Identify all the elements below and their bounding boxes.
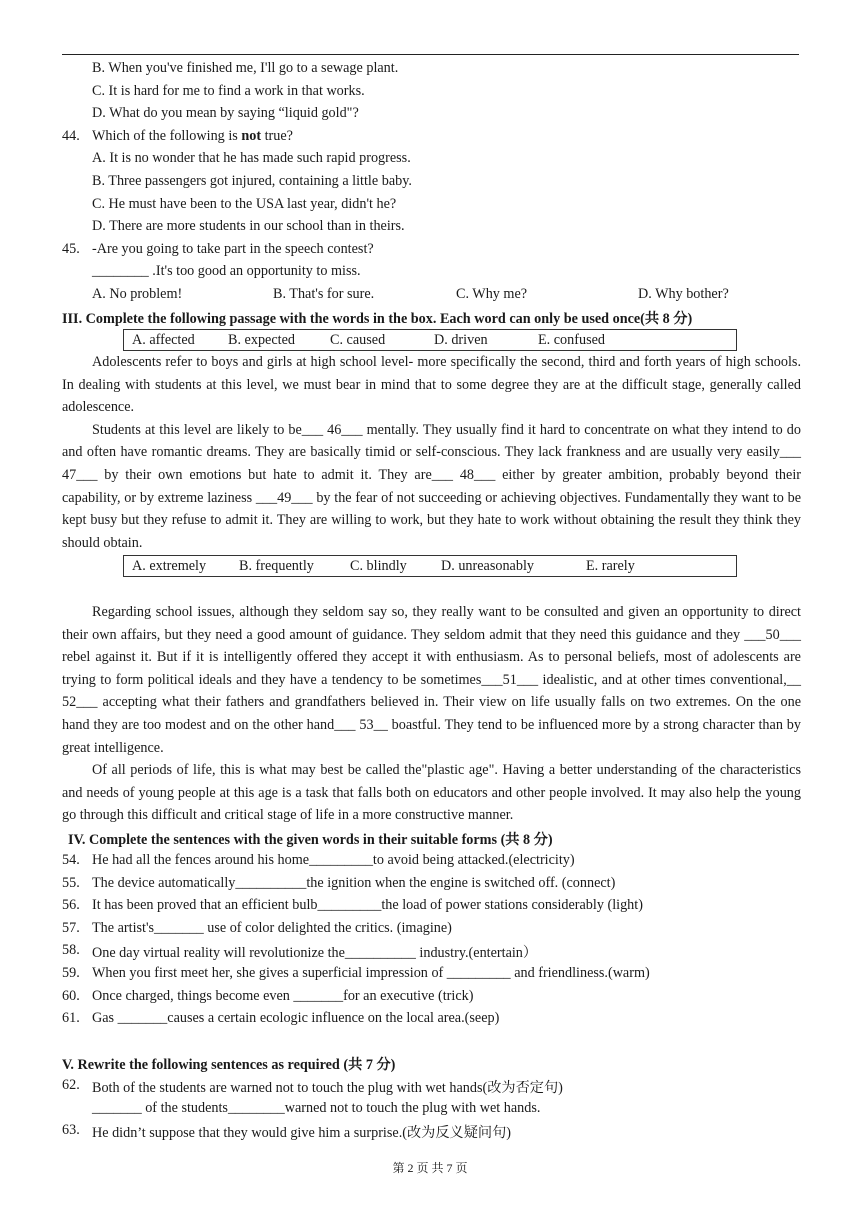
section4-item-text: It has been proved that an efficient bulb_________the load of power stations considerably (light) [92, 897, 643, 914]
section4-item-number: 59. [62, 965, 80, 981]
q44-option-c: C. He must have been to the USA last year, didn't he? [92, 196, 397, 212]
q45-line2: ________ .It's too good an opportunity to miss. [92, 263, 361, 279]
q63-number: 63. [62, 1122, 80, 1138]
word-box-1 [123, 329, 737, 351]
q62-text: Both of the students are warned not to touch the plug with wet hands(改为否定句) [92, 1080, 563, 1096]
section4-item-number: 54. [62, 852, 80, 868]
q44-option-a: A. It is no wonder that he has made such rapid progress. [92, 150, 411, 166]
q44-stem-b: true? [261, 128, 293, 144]
section4-item-text: Once charged, things become even _______for an executive (trick) [92, 987, 474, 1004]
q43-option-b: B. When you've finished me, I'll go to a sewage plant. [92, 60, 399, 76]
q44-option-b: B. Three passengers got injured, containing a little baby. [92, 173, 412, 189]
q45-line1: -Are you going to take part in the speech contest? [92, 241, 374, 257]
q45-option-b: B. That's for sure. [273, 286, 375, 302]
word-box-2-item: A. extremely [132, 558, 207, 574]
section4-item-number: 61. [62, 1010, 80, 1027]
section4-item-text: Gas _______causes a certain ecologic influence on the local area.(seep) [92, 1010, 500, 1027]
q44-option-d: D. There are more students in our school than in theirs. [92, 218, 405, 234]
section3-heading: III. Complete the following passage with the words in the box. Each word can only be used once(共 8 分) [62, 311, 693, 327]
section4-item-number: 57. [62, 919, 80, 936]
page-footer: 第 2 页 共 7 页 [392, 1161, 468, 1175]
q44-number: 44. [62, 128, 80, 144]
passage-block-2 [62, 601, 801, 827]
q45-option-d: D. Why bother? [638, 286, 729, 302]
q43-option-d: D. What do you mean by saying “liquid gold"? [92, 105, 359, 121]
word-box-1-item: D. driven [434, 332, 488, 348]
word-box-1-item: A. affected [132, 332, 195, 348]
passage-paragraph-3: Regarding school issues, although they seldom say so, they really want to be consulted and given an opportunity to direct their own affairs, but they need a good amount of guidance. They seldom admit that they need this guidance and they ___50___ rebel against it. But if it is intelligently offered they accept it with enthusiasm. As to personal beliefs, most of adolescents are trying to form political ideals and they have a tendency to be sometimes___51___ idealistic, and at other times conventional,__ 52___ accepting what their fathers and grandfathers believed in. Their view on life usually falls on two extremes. On the one hand they are too modest and on the other hand___ 53__ boastful. They tend to be influenced more by a strong character than by great intelligence. [62, 604, 801, 756]
q63-text: He didn’t suppose that they would give him a surprise.(改为反义疑问句) [92, 1125, 512, 1141]
section4-item-number: 55. [62, 874, 80, 891]
passage-block-1 [62, 351, 801, 554]
q62-number: 62. [62, 1077, 80, 1093]
passage-paragraph-1: Adolescents refer to boys and girls at high school level- more specifically the second, third and forth years of high schools. In dealing with students at this level, we must bear in mind that to some degree they are at the difficult stage, generally called adolescence. [62, 354, 801, 416]
q45-option-a: A. No problem! [92, 286, 183, 302]
word-box-2-item: B. frequently [239, 558, 314, 574]
word-box-2-item: D. unreasonably [441, 558, 534, 574]
q62-answer-line: _______ of the students________warned not to touch the plug with wet hands. [92, 1100, 541, 1116]
section5-heading: V. Rewrite the following sentences as required (共 7 分) [62, 1057, 396, 1073]
section4-heading: IV. Complete the sentences with the given words in their suitable forms (共 8 分) [68, 832, 553, 848]
q43-option-c: C. It is hard for me to find a work in that works. [92, 83, 365, 99]
section4-item-text: The artist's_______ use of color delighted the critics. (imagine) [92, 919, 452, 936]
section4-item-number: 56. [62, 897, 80, 914]
q44-stem-a: Which of the following is [92, 128, 242, 144]
section4-item-number: 58. [62, 942, 80, 959]
word-box-1-item: C. caused [330, 332, 386, 348]
passage-paragraph-2: Students at this level are likely to be___ 46___ mentally. They usually find it hard to concentrate on what they intend to do and often have romantic dreams. They are basically timid or self-conscious. They lack frankness and are usually very easily___ 47___ by their own emotions but hate to admit it. They are___ 48___ either by greater ambition, probably beyond their capability, or by extreme laziness ___49___ by the fear of not succeeding or achieving objectives. Fundamentally they want to be kept busy but they refuse to admit it. They are willing to work, but they hate to work without obtaining the result they think they should obtain. [62, 421, 801, 551]
word-box-2-item: C. blindly [350, 558, 407, 574]
q44-stem [92, 128, 293, 145]
section4-item-text: When you first meet her, she gives a superficial impression of _________ and friendliness.(warm) [92, 965, 650, 981]
word-box-2 [123, 555, 737, 577]
word-box-1-item: B. expected [228, 332, 295, 348]
word-box-2-item: E. rarely [586, 558, 635, 574]
section4-item-number: 60. [62, 987, 80, 1004]
word-box-1-item: E. confused [538, 332, 605, 348]
section4-item-text: He had all the fences around his home_________to avoid being attacked.(electricity) [92, 852, 575, 868]
q44-stem-bold: not [241, 128, 262, 144]
q45-number: 45. [62, 241, 80, 257]
passage-paragraph-4: Of all periods of life, this is what may best be called the"plastic age". Having a better understanding of the characteristics and needs of young people at this age is a task that falls both on educators and other people involved. It may also help the young go through this difficult and critical stage of life in a more constructive manner. [62, 762, 801, 824]
section4-item-text: One day virtual reality will revolutionize the__________ industry.(entertain） [92, 945, 538, 962]
section4-item-text: The device automatically__________the ignition when the engine is switched off. (connect) [92, 874, 616, 891]
q45-option-c: C. Why me? [456, 286, 528, 302]
header-rule [62, 54, 799, 55]
